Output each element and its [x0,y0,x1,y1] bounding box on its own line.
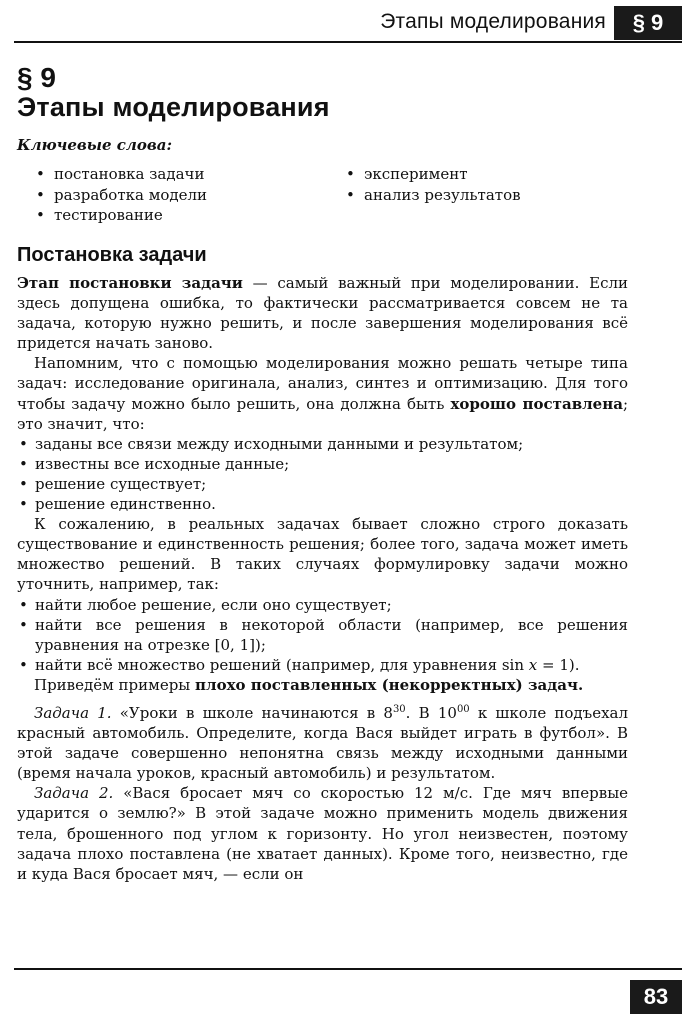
task-text: к школе подъехал красный автомобиль. Определите, когда Вася выйдет играть в футбол». В этой задаче совершенно непонятна связь между исходными данными (время начала уроков, красный автомобиль) и результатом. [17,703,629,783]
list-item: • решение единственно. [17,494,628,514]
list-item: • заданы все связи между исходными данными и результатом; [17,434,628,454]
refinement-list [17,595,628,675]
keywords-label: Ключевые слова: [17,136,173,154]
task-2 [17,783,628,883]
list-item-text: = 1). [537,655,580,674]
subsection-title: Постановка задачи [17,244,207,266]
task-text: «Уроки в школе начинаются в 8 [111,703,393,722]
keywords-column-2 [346,164,521,205]
list-item: • найти все решения в некоторой области (например, все решения уравнения на отрезке [0, 1]); [17,615,628,655]
section-number: § 9 [17,62,56,93]
footer-rule [14,968,682,970]
keyword-item: • разработка модели [36,185,207,206]
list-item: • решение существует; [17,474,628,494]
term-bold: Этап постановки задачи [17,274,243,292]
term-bold: хорошо поставлена [450,394,623,413]
list-item [17,655,628,675]
task-label: Задача 2. [34,784,114,803]
task-1 [17,703,628,783]
task-text: «Вася бросает мяч со скоростью 12 м/с. Где мяч впервые ударится о землю?» В этой задаче можно применить модель движения тела, брошенного под углом к горизонту. Но угол неизвестен, поэтому задача плохо поставлена (не хватает данных). Кроме того, неизвестно, где и куда Вася бросает мяч, — если он [17,784,629,883]
keywords-column-1 [36,164,207,226]
list-item-text: найти всё множество решений (например, для уравнения sin [35,655,529,674]
list-item: • известны все исходные данные; [17,454,628,474]
paragraph-text: Напомним, что с помощью моделирования можно решать четыре типа задач: исследование оригинала, анализ, синтез и оптимизацию. Для того чтобы задачу можно было решить, она должна быть [17,354,628,413]
task-label: Задача 1. [34,703,112,722]
list-item: • найти любое решение, если оно существует; [17,595,628,615]
paragraph [17,675,628,695]
superscript: 30 [392,703,406,715]
paragraph: К сожалению, в реальных задачах бывает сложно строго доказать существование и единственность решения; более того, задача может иметь множество решений. В таких случаях формулировку задачи можно уточнить, например, так: [17,515,628,594]
keyword-item: • эксперимент [346,164,521,185]
running-title: Этапы моделирования [380,10,606,33]
paragraph-text: ; это значит, что: [17,394,628,433]
conditions-list [17,434,628,514]
header-rule [14,41,682,43]
paragraph [17,273,628,353]
body-text [17,273,628,884]
section-title: Этапы моделирования [17,92,330,122]
task-text: . В 10 [405,703,457,722]
paragraph [17,353,628,433]
page-number: 83 [630,980,682,1014]
section-badge: § 9 [614,6,682,40]
paragraph-text: — самый важный при моделировании. Если здесь допущена ошибка, то фактически рассматривается совсем не та задача, которую нужно решить, и после завершения моделирования всё придется начать заново. [17,274,628,353]
superscript: 00 [456,703,470,715]
keyword-item: • анализ результатов [346,185,521,206]
keyword-item: • постановка задачи [36,164,207,185]
page-header [0,0,698,52]
keyword-item: • тестирование [36,205,207,226]
paragraph-text: Приведём примеры [34,675,196,694]
math-variable: x [528,655,538,674]
term-bold: плохо поставленных (некорректных) задач. [195,675,584,694]
